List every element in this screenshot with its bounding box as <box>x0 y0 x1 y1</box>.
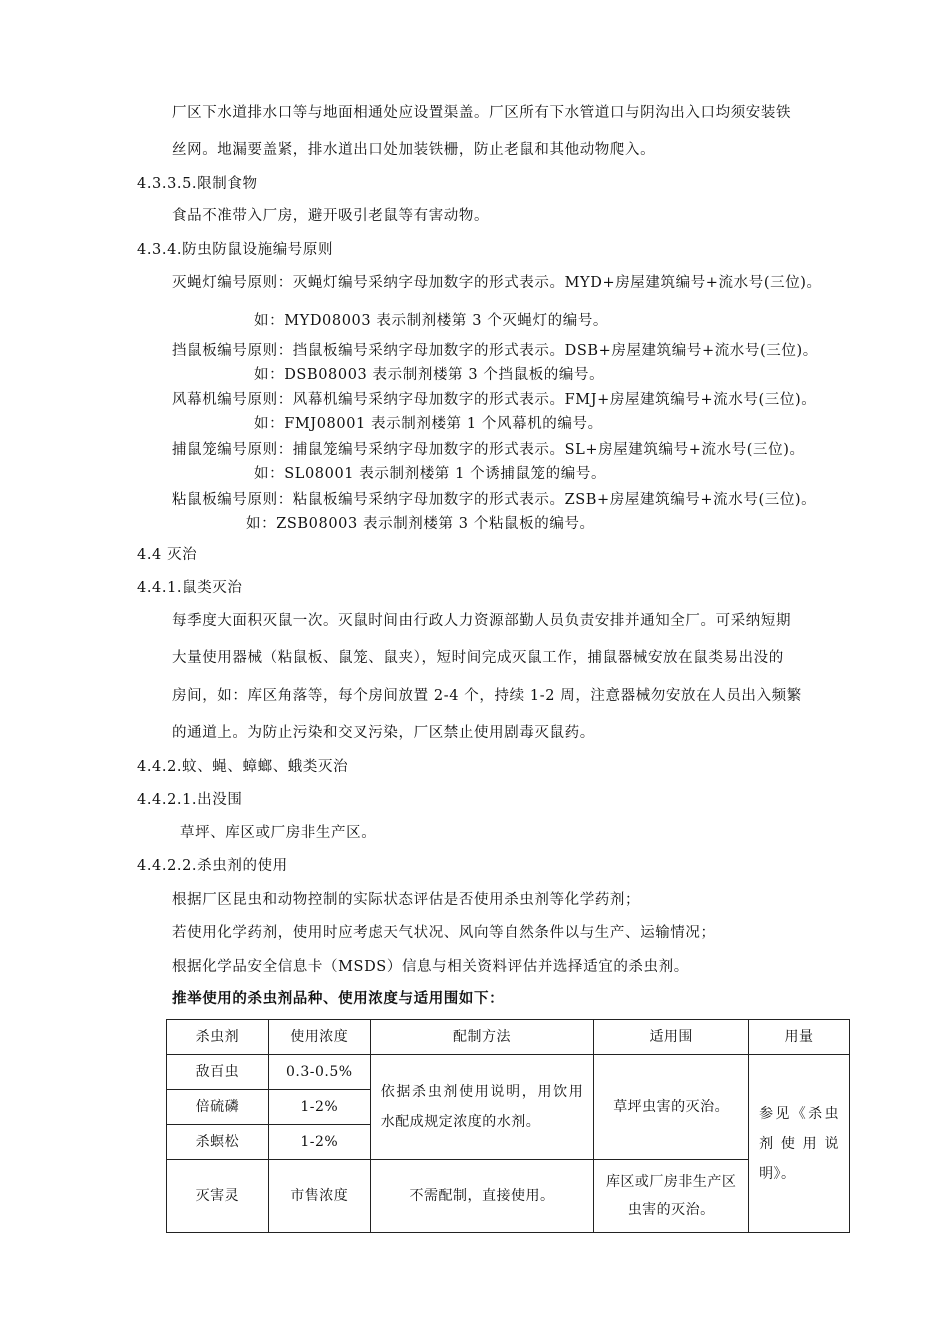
concentration-cell: 1-2% <box>268 1125 370 1160</box>
dosage-cell: 参见《杀虫剂使用说明》。 <box>749 1055 850 1233</box>
concentration-cell: 0.3-0.5% <box>268 1055 370 1090</box>
section-heading: 4.4.2.蚊、蝇、蟑螂、蛾类灭治 <box>137 759 349 775</box>
scope-cell: 草坪虫害的灭治。 <box>594 1055 749 1160</box>
method-cell: 不需配制，直接使用。 <box>370 1160 594 1233</box>
paragraph-line: 灭蝇灯编号原则：灭蝇灯编号采纳字母加数字的形式表示。MYD+房屋建筑编号+流水号(三位)。 <box>172 275 822 291</box>
method-cell: 依据杀虫剂使用说明，用饮用水配成规定浓度的水剂。 <box>370 1055 594 1160</box>
insecticide-cell: 倍硫磷 <box>167 1090 269 1125</box>
paragraph-line: 根据厂区昆虫和动物控制的实际状态评估是否使用杀虫剂等化学药剂； <box>172 892 641 908</box>
paragraph-line: 若使用化学药剂，使用时应考虑天气状况、风向等自然条件以与生产、运输情况； <box>172 925 716 941</box>
table-row <box>167 1055 850 1090</box>
insecticide-cell: 敌百虫 <box>167 1055 269 1090</box>
header-cell: 配制方法 <box>370 1020 594 1055</box>
paragraph-line: 挡鼠板编号原则：挡鼠板编号采纳字母加数字的形式表示。DSB+房屋建筑编号+流水号(三位)。 <box>172 343 818 359</box>
example-line: 如：DSB08003 表示制剂楼第 3 个挡鼠板的编号。 <box>254 367 605 383</box>
header-cell: 用量 <box>749 1020 850 1055</box>
table-caption: 推举使用的杀虫剂品种、使用浓度与适用围如下： <box>172 991 505 1007</box>
paragraph-line: 厂区下水道排水口等与地面相通处应设置渠盖。厂区所有下水管道口与阴沟出入口均须安装铁 <box>172 105 792 121</box>
header-cell: 使用浓度 <box>268 1020 370 1055</box>
header-cell: 适用围 <box>594 1020 749 1055</box>
paragraph-line: 大量使用器械（粘鼠板、鼠笼、鼠夹），短时间完成灭鼠工作，捕鼠器械安放在鼠类易出没的 <box>172 650 784 666</box>
example-line: 如：SL08001 表示制剂楼第 1 个诱捕鼠笼的编号。 <box>254 466 607 482</box>
table-header-row <box>167 1020 850 1055</box>
paragraph-line: 房间，如：库区角落等，每个房间放置 2-4 个，持续 1-2 周，注意器械勿安放在人员出入频繁 <box>172 688 802 704</box>
section-heading: 4.3.3.5.限制食物 <box>137 176 258 192</box>
paragraph-line: 丝网。地漏要盖紧，排水道出口处加装铁栅，防止老鼠和其他动物爬入。 <box>172 142 656 158</box>
scope-cell: 库区或厂房非生产区虫害的灭治。 <box>594 1160 749 1233</box>
paragraph-line: 的通道上。为防止污染和交叉污染，厂区禁止使用剧毒灭鼠药。 <box>172 725 595 741</box>
concentration-cell: 1-2% <box>268 1090 370 1125</box>
example-line: 如：FMJ08001 表示制剂楼第 1 个风幕机的编号。 <box>254 416 603 432</box>
table-row <box>167 1160 850 1233</box>
paragraph-line: 每季度大面积灭鼠一次。灭鼠时间由行政人力资源部勤人员负责安排并通知全厂。可采纳短期 <box>172 613 792 629</box>
section-heading: 4.4 灭治 <box>137 547 198 563</box>
insecticide-cell: 杀螟松 <box>167 1125 269 1160</box>
paragraph-line: 风幕机编号原则：风幕机编号采纳字母加数字的形式表示。FMJ+房屋建筑编号+流水号(三位)。 <box>172 392 817 408</box>
header-cell: 杀虫剂 <box>167 1020 269 1055</box>
insecticide-cell: 灭害灵 <box>167 1160 269 1233</box>
concentration-cell: 市售浓度 <box>268 1160 370 1233</box>
section-heading: 4.4.1.鼠类灭治 <box>137 580 243 596</box>
insecticide-table <box>166 1019 850 1233</box>
paragraph-line: 粘鼠板编号原则：粘鼠板编号采纳字母加数字的形式表示。ZSB+房屋建筑编号+流水号(三位)。 <box>172 492 817 508</box>
paragraph-line: 草坪、库区或厂房非生产区。 <box>180 825 377 841</box>
paragraph-line: 根据化学品安全信息卡（MSDS）信息与相关资料评估并选择适宜的杀虫剂。 <box>172 959 689 975</box>
paragraph-line: 食品不准带入厂房，避开吸引老鼠等有害动物。 <box>172 208 490 224</box>
section-heading: 4.4.2.2.杀虫剂的使用 <box>137 858 288 874</box>
paragraph-line: 捕鼠笼编号原则：捕鼠笼编号采纳字母加数字的形式表示。SL+房屋建筑编号+流水号(三位)。 <box>172 442 805 458</box>
section-heading: 4.3.4.防虫防鼠设施编号原则 <box>137 242 334 258</box>
example-line: 如：MYD08003 表示制剂楼第 3 个灭蝇灯的编号。 <box>254 313 609 329</box>
section-heading: 4.4.2.1.出没围 <box>137 792 243 808</box>
example-line: 如：ZSB08003 表示制剂楼第 3 个粘鼠板的编号。 <box>246 516 595 532</box>
